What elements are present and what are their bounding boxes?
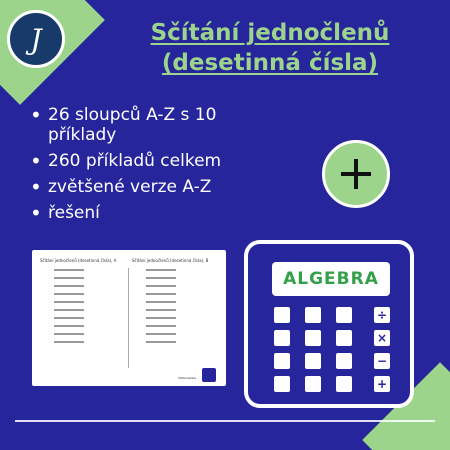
calculator-key: [305, 353, 321, 369]
feature-item: • 26 sloupců A-Z s 10 příklady: [30, 105, 290, 145]
minus-icon: −: [374, 353, 390, 369]
plus-key-icon: +: [374, 376, 390, 392]
calculator-key: [305, 307, 321, 323]
calculator-display: [272, 262, 390, 296]
feature-item: • 260 příkladů celkem: [30, 151, 290, 171]
calculator-key: [336, 330, 352, 346]
feature-list: [30, 105, 290, 229]
multiply-icon: ×: [374, 330, 390, 346]
brand-logo: [7, 10, 65, 68]
mini-calculator-icon: [202, 368, 216, 382]
calculator-key: [274, 353, 290, 369]
worksheet-preview: [32, 250, 226, 386]
calculator-key: [305, 376, 321, 392]
calculator-key: [274, 376, 290, 392]
worksheet-column-left: [40, 258, 120, 343]
calculator-display-text: ALGEBRA: [283, 269, 379, 289]
calculator-key: [336, 353, 352, 369]
calculator-key: [274, 307, 290, 323]
page-title: [120, 18, 420, 78]
title-line-2: (desetinná čísla): [161, 50, 379, 76]
divider: [15, 420, 435, 422]
feature-item: • zvětšené verze A-Z: [30, 177, 290, 197]
calculator-key: [336, 376, 352, 392]
calculator-key: [274, 330, 290, 346]
title-line-1: Sčítání jednočlenů: [150, 20, 390, 46]
worksheet-column-right: [132, 258, 212, 343]
calculator-key: [336, 307, 352, 323]
plus-icon: [322, 140, 390, 208]
feature-item: • řešení: [30, 203, 290, 223]
calculator-icon: [244, 240, 414, 408]
worksheet-footer: Matematika: [178, 376, 196, 380]
divide-icon: ÷: [374, 307, 390, 323]
worksheet-header-left: Sčítání jednočlenů (desetinná čísla), A: [40, 258, 117, 263]
worksheet-header-right: Sčítání jednočlenů (desetinná čísla), B: [132, 258, 209, 263]
logo-letter: J: [30, 22, 42, 56]
calculator-key: [305, 330, 321, 346]
